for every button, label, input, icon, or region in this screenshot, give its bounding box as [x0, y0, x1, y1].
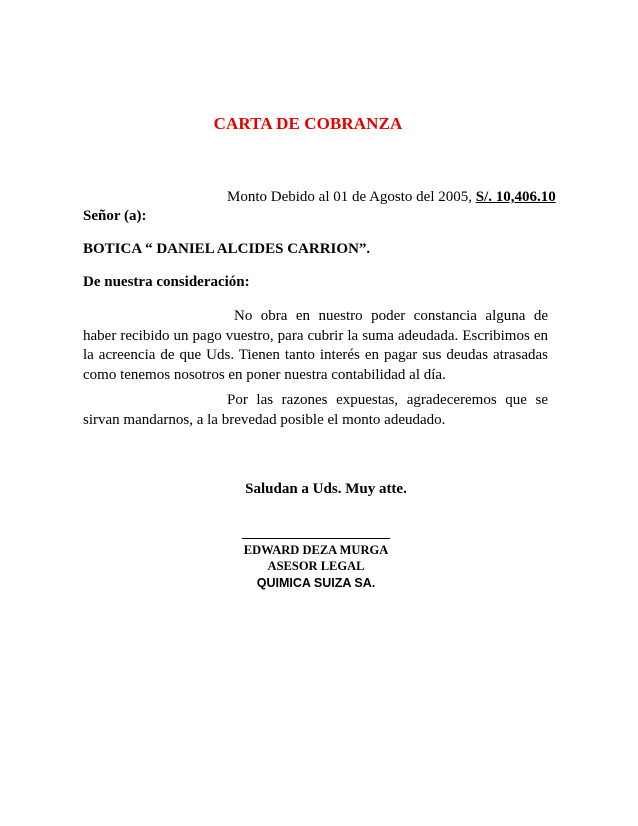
signer-name: EDWARD DEZA MURGA [243, 543, 389, 557]
closing-text: Saludan a Uds. Muy atte. [245, 481, 407, 497]
greeting: De nuestra consideración: [83, 274, 250, 290]
body-paragraph-2: Por las razones expuestas, agradeceremos que se sirvan mandarnos, a la brevedad posible el monto adeudado. [83, 392, 548, 428]
amount-due-line [227, 189, 556, 206]
signature-block [242, 542, 390, 592]
closing [0, 481, 638, 498]
amount-due-value: S/. 10,406.10 [475, 189, 556, 205]
letter-title-text: CARTA DE COBRANZA [213, 114, 403, 133]
recipient-name: BOTICA “ DANIEL ALCIDES CARRION”. [83, 241, 371, 257]
salutation: Señor (a): [83, 208, 147, 224]
signer-company: QUIMICA SUIZA SA. [256, 576, 376, 590]
letter-title [0, 114, 638, 134]
signer-role: ASESOR LEGAL [267, 559, 365, 573]
amount-due-label: Monto Debido al 01 de Agosto del 2005, [227, 189, 476, 205]
body-paragraph-1: No obra en nuestro poder constancia alguna de haber recibido un pago vuestro, para cubrir la suma adeudada. Escribimos en la acreencia de que Uds. Tienen tanto interés en pagar sus deudas atrasadas como tenemos nosotros en poner nuestra contabilidad al día. [83, 308, 548, 383]
signature-line [242, 538, 390, 539]
